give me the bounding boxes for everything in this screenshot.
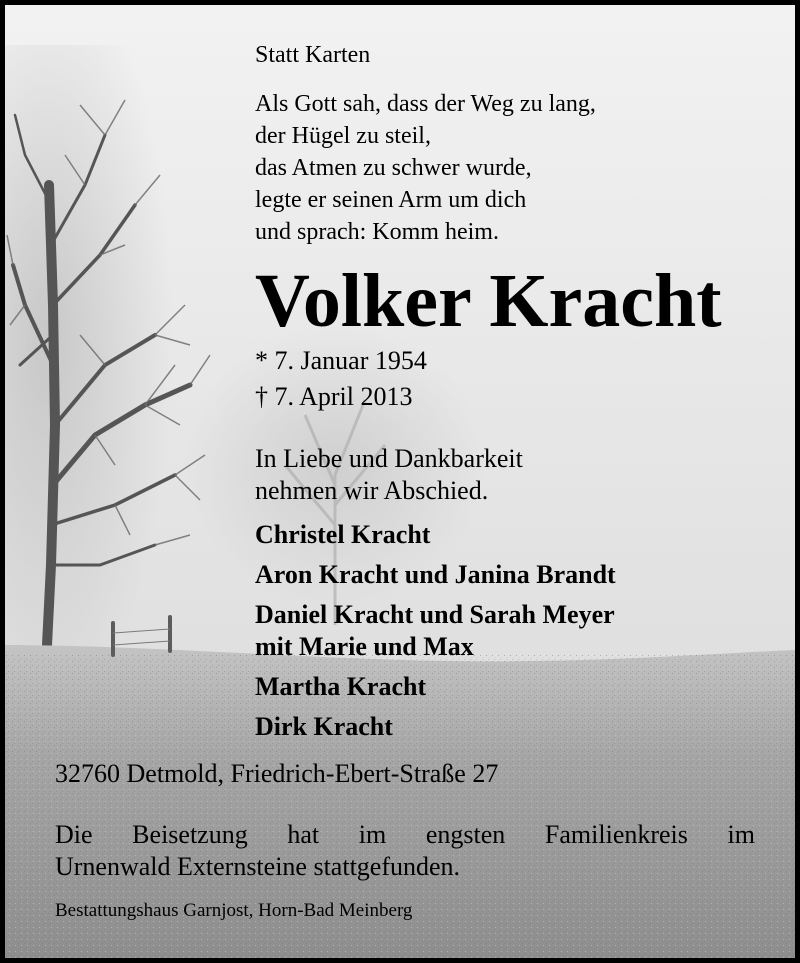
- death-date: † 7. April 2013: [255, 382, 413, 411]
- poem-line: das Atmen zu schwer wurde,: [255, 155, 532, 181]
- burial-line: Urnenwald Externsteine stattgefunden.: [55, 852, 461, 881]
- mourner-name: Daniel Kracht und Sarah Meyer: [255, 600, 615, 629]
- burial-line: Die Beisetzung hat im engsten Familienkreis im: [55, 820, 755, 849]
- poem-line: legte er seinen Arm um dich: [255, 187, 527, 213]
- mourner-name: Aron Kracht und Janina Brandt: [255, 560, 616, 589]
- poem-line: und sprach: Komm heim.: [255, 219, 499, 245]
- farewell-line: In Liebe und Dankbarkeit: [255, 444, 523, 473]
- life-dates: [255, 343, 427, 415]
- mourner-name: Martha Kracht: [255, 672, 427, 701]
- mourner-name: Christel Kracht: [255, 520, 431, 549]
- farewell-text: [255, 443, 523, 507]
- mourners-list: [255, 519, 616, 751]
- salutation: Statt Karten: [255, 42, 371, 68]
- mourner-name: mit Marie und Max: [255, 632, 474, 661]
- poem-line: der Hügel zu steil,: [255, 123, 431, 149]
- mourner-name: Dirk Kracht: [255, 712, 393, 741]
- poem: [255, 88, 596, 248]
- funeral-home: Bestattungshaus Garnjost, Horn-Bad Meinberg: [55, 900, 413, 921]
- birth-date: * 7. Januar 1954: [255, 346, 427, 375]
- poem-line: Als Gott sah, dass der Weg zu lang,: [255, 91, 596, 117]
- deceased-name: Volker Kracht: [255, 259, 722, 343]
- notice-content: [5, 5, 795, 958]
- address: 32760 Detmold, Friedrich-Ebert-Straße 27: [55, 759, 499, 788]
- burial-notice: [55, 819, 755, 883]
- farewell-line: nehmen wir Abschied.: [255, 476, 489, 505]
